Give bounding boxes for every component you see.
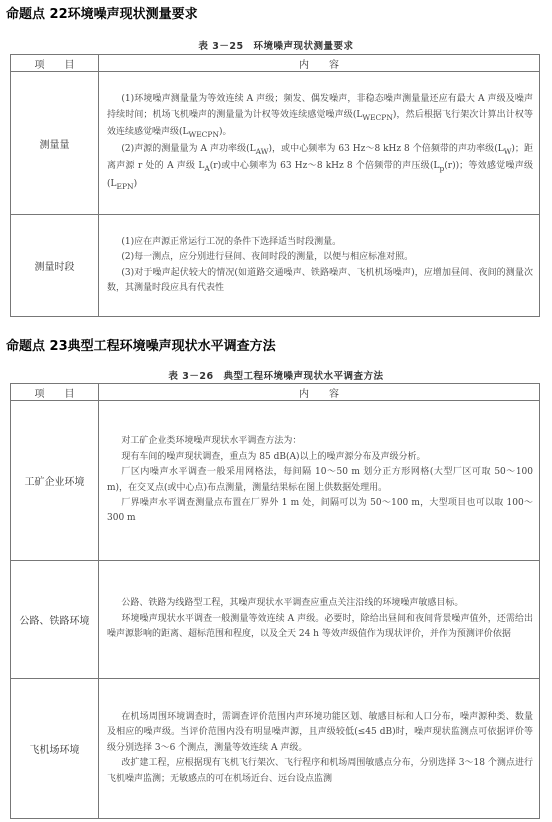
content-paragraph: (3)对于噪声起伏较大的情况(如道路交通噪声、铁路噪声、飞机机场噪声)，应增加昼间、夜间的测量次数，其测量时段应具有代表性 xyxy=(107,267,533,293)
content-paragraph: (2)声源的测量量为 A 声功率级$(L_{AW})$，或中心频率为 63 Hz～8 kHz 8 个倍频带的声功率级$(L_W)$；距离声源 r 处的 A 声级 $L_A(r)$或中心频率为 63 Hz～8 kHz 8 个倍频带的声压级$(L_p(r))$；等效感觉噪声级$(L_{EPN})$ xyxy=(107,144,533,191)
column-header-content: 内 容 xyxy=(99,384,540,401)
table-row xyxy=(11,401,540,561)
section-heading-22: 命题点 22环境噪声现状测量要求 xyxy=(6,7,198,22)
content-paragraph: (1)应在声源正常运行工况的条件下选择适当时段测量。 xyxy=(121,236,342,247)
row-label: 飞机场环境 xyxy=(11,679,99,819)
content-paragraph: 现有车间的噪声现状调查，重点为 85 dB(A)以上的噪声源分布及声级分析。 xyxy=(121,451,426,462)
content-paragraph: (2)每一测点，应分别进行昼间、夜间时段的测量，以便与相应标准对照。 xyxy=(121,252,414,263)
row-label: 测量时段 xyxy=(11,215,99,317)
content-paragraph: 在机场周围环境调查时，需调查评价范围内声环境功能区划、敏感目标和人口分布，噪声源种类、数量及相应的噪声级。当评价范围内没有明显噪声源，且声级较低(≤45 dB)时，噪声现状监测点可依据评价等级分别选择 3～6 个测点，测量等效连续 A 声级。 xyxy=(107,711,533,753)
content-paragraph: 公路、铁路为线路型工程，其噪声现状水平调查应重点关注沿线的环境噪声敏感目标。 xyxy=(121,598,464,609)
table-caption-3-25: 表 3－25 环境噪声现状测量要求 xyxy=(198,41,354,52)
table-row xyxy=(11,72,540,215)
content-paragraph: (1)环境噪声测量量为等效连续 A 声级；频发、偶发噪声，非稳态噪声测量量还应有最大 A 声级及噪声持续时间；机场飞机噪声的测量量为计权等效连续感觉噪声级$(L_{WECPN})$，然后根据飞行架次计算出计权等效连续感觉噪声级$(L_{WECPN})$。 xyxy=(107,94,533,139)
content-paragraph: 厂界噪声水平调查测量点布置在厂界外 1 m 处，间隔可以为 50～100 m，大型项目也可以取 100～300 m xyxy=(107,497,533,524)
content-paragraph: 厂区内噪声水平调查一般采用网格法，每间隔 10～50 m 划分正方形网格(大型厂区可取 50～100 m)，在交叉点(或中心点)布点测量，测量结果标在图上供数据处理用。 xyxy=(107,467,533,493)
row-content xyxy=(99,215,540,317)
row-label: 公路、铁路环境 xyxy=(11,561,99,679)
table-row xyxy=(11,679,540,819)
column-header-content: 内 容 xyxy=(99,55,540,72)
row-content xyxy=(99,401,540,561)
content-paragraph: 改扩建工程，应根据现有飞机飞行架次、飞行程序和机场周围敏感点分布，分别选择 3～18 个测点进行飞机噪声监测；无敏感点的可在机场近台、远台设点监测 xyxy=(107,758,533,784)
row-label: 测量量 xyxy=(11,72,99,215)
table-row xyxy=(11,215,540,317)
row-content xyxy=(99,561,540,679)
column-header-item: 项 目 xyxy=(11,55,99,72)
row-label: 工矿企业环境 xyxy=(11,401,99,561)
table-3-26 xyxy=(10,383,540,819)
table-row xyxy=(11,561,540,679)
column-header-item: 项 目 xyxy=(11,384,99,401)
table-3-25 xyxy=(10,54,540,317)
row-content xyxy=(99,679,540,819)
table-caption-3-26: 表 3－26 典型工程环境噪声现状水平调查方法 xyxy=(168,371,384,382)
row-content xyxy=(99,72,540,215)
content-paragraph: 对工矿企业类环境噪声现状水平调查方法为： xyxy=(121,436,302,447)
section-heading-23: 命题点 23典型工程环境噪声现状水平调查方法 xyxy=(6,339,276,354)
content-paragraph: 环境噪声现状水平调查一般测量等效连续 A 声级。必要时，除给出昼间和夜间背景噪声值外，还需给出噪声源影响的距离、超标范围和程度，以及全天 24 h 等效声级值作为现状评价，并作为预测评价依据 xyxy=(107,613,533,640)
